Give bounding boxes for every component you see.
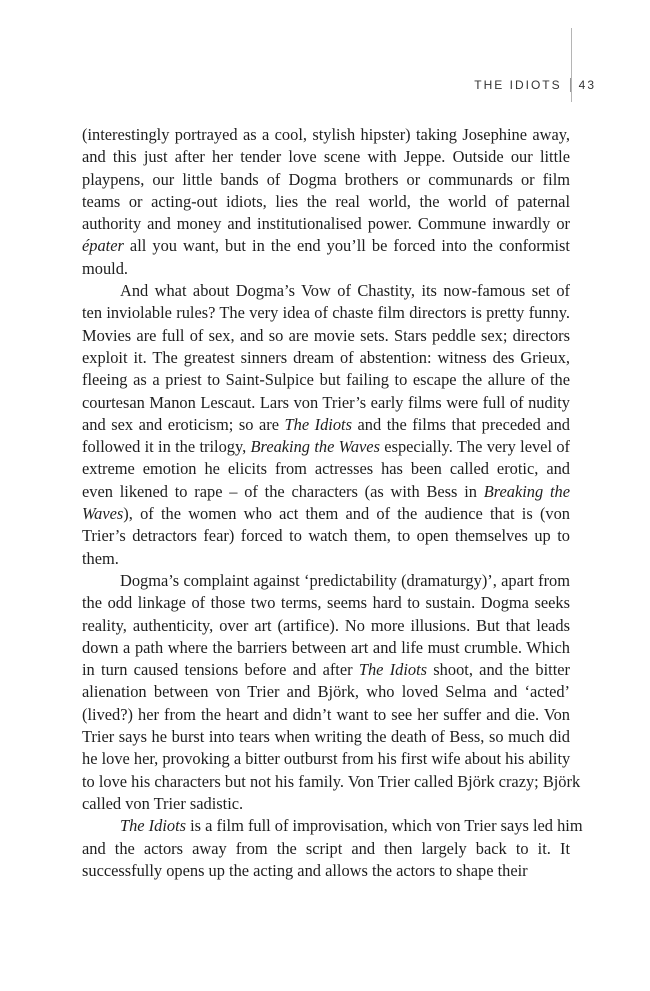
- text-run: especially. The very level of: [379, 437, 570, 457]
- text-run: and the films that preceded and: [352, 414, 570, 434]
- text-run: authority and money and institutionalised power. Commune inwardly or: [82, 214, 570, 234]
- text-run: in turn caused tensions before and after: [82, 660, 359, 680]
- text-line: [82, 815, 583, 837]
- text-run: alienation between von Trier and Björk, who loved Selma and ‘acted’: [82, 682, 570, 702]
- text-run: Trier says he burst into tears when writing the death of Bess, so much did: [82, 727, 570, 747]
- text-line: [82, 369, 570, 391]
- text-run: (lived?) her from the heart and didn’t want to see her suffer and die. Von: [82, 704, 570, 724]
- text-line: [82, 659, 570, 681]
- text-run: even likened to rape – of the characters (as with Bess in: [82, 481, 484, 501]
- text-line: [82, 458, 570, 480]
- text-run: and the actors away from the script and then largely back to it. It: [82, 838, 570, 858]
- text-run: is a film full of improvisation, which von Trier says led him: [186, 816, 583, 836]
- text-run: mould.: [82, 258, 128, 278]
- text-line: [82, 414, 570, 436]
- text-run: Dogma’s complaint against ‘predictability (dramaturgy)’, apart from: [120, 570, 570, 590]
- text-line: [82, 124, 570, 146]
- text-run: and this just after her tender love scene with Jeppe. Outside our little: [82, 147, 570, 167]
- text-line: [82, 235, 570, 257]
- text-line: [82, 213, 570, 235]
- italic-title: The Idiots: [284, 414, 352, 434]
- text-line: [82, 726, 570, 748]
- text-run: teams or acting-out idiots, lies the real world, the world of paternal: [82, 191, 570, 211]
- text-run: successfully opens up the acting and allows the actors to shape their: [82, 860, 528, 880]
- text-line: [82, 570, 570, 592]
- italic-title: The Idiots: [358, 660, 428, 680]
- text-run: to love his characters but not his family. Von Trier called Björk crazy; Björk: [82, 771, 581, 791]
- text-line: [82, 302, 570, 324]
- text-run: shoot, and the bitter: [427, 660, 570, 680]
- text-line: [82, 681, 570, 703]
- text-line: [82, 860, 570, 882]
- text-line: [82, 615, 570, 637]
- text-run: all you want, but in the end you’ll be forced into the conformist: [123, 236, 570, 256]
- text-run: and sex and eroticism; so are: [82, 414, 285, 434]
- text-run: followed it in the trilogy,: [82, 437, 251, 457]
- text-line: [82, 637, 570, 659]
- text-run: And what about Dogma’s Vow of Chastity, its now-famous set of: [120, 281, 570, 301]
- text-run: courtesan Manon Lescaut. Lars von Trier’s early films were full of nudity: [82, 392, 570, 412]
- text-line: [82, 481, 570, 503]
- text-line: [82, 525, 570, 547]
- text-line: [82, 592, 570, 614]
- text-run: fleeing as a priest to Saint-Sulpice but failing to escape the allure of the: [82, 370, 570, 390]
- text-line: [82, 771, 581, 793]
- text-run: Movies are full of sex, and so are movie sets. Stars peddle sex; directors: [82, 325, 570, 345]
- text-line: [82, 838, 570, 860]
- text-run: ), of the women who act them and of the audience that is (von: [123, 504, 570, 524]
- text-line: [82, 503, 570, 525]
- body-text: [82, 124, 583, 882]
- text-line: [82, 347, 570, 369]
- running-head: [474, 78, 596, 92]
- text-line: [82, 169, 570, 191]
- text-line: [82, 325, 570, 347]
- italic-title: Waves: [82, 504, 124, 524]
- text-run: extreme emotion he elicits from actresses has been called erotic, and: [82, 459, 570, 479]
- text-run: he love her, provoking a bitter outburst from his first wife about his ability: [82, 749, 571, 769]
- italic-title: Breaking the Waves: [250, 437, 380, 457]
- text-run: playpens, our little bands of Dogma brothers or communards or film: [82, 169, 570, 189]
- running-title: THE IDIOTS: [474, 78, 562, 92]
- text-line: [82, 258, 570, 280]
- text-line: [82, 436, 570, 458]
- text-run: ten inviolable rules? The very idea of chaste film directors is pretty funny.: [82, 303, 570, 323]
- text-line: [82, 191, 570, 213]
- text-run: down a path where the barriers between art and life must crumble. Which: [82, 637, 570, 657]
- text-run: (interestingly portrayed as a cool, stylish hipster) taking Josephine away,: [82, 125, 570, 144]
- text-line: [82, 280, 570, 302]
- text-line: [82, 748, 570, 770]
- text-run: called von Trier sadistic.: [82, 793, 244, 813]
- text-run: exploit it. The greatest sinners dream of abstention: witness des Grieux,: [82, 347, 570, 367]
- text-run: reality, authenticity, over art (artifice). No more illusions. But that leads: [82, 615, 570, 635]
- page-number: 43: [578, 78, 596, 92]
- italic-title: The Idiots: [120, 816, 187, 836]
- text-line: [82, 392, 570, 414]
- italic-title: Breaking the: [483, 481, 570, 501]
- text-line: [82, 704, 570, 726]
- text-line: [82, 146, 570, 168]
- text-line: [82, 793, 570, 815]
- header-separator: [570, 78, 571, 92]
- text-line: [82, 548, 570, 570]
- italic-title: épater: [82, 236, 124, 256]
- text-run: Trier’s detractors fear) forced to watch them, to open themselves up to: [82, 526, 570, 546]
- text-run: the odd linkage of those two terms, seems hard to sustain. Dogma seeks: [82, 593, 570, 613]
- text-run: them.: [82, 548, 119, 568]
